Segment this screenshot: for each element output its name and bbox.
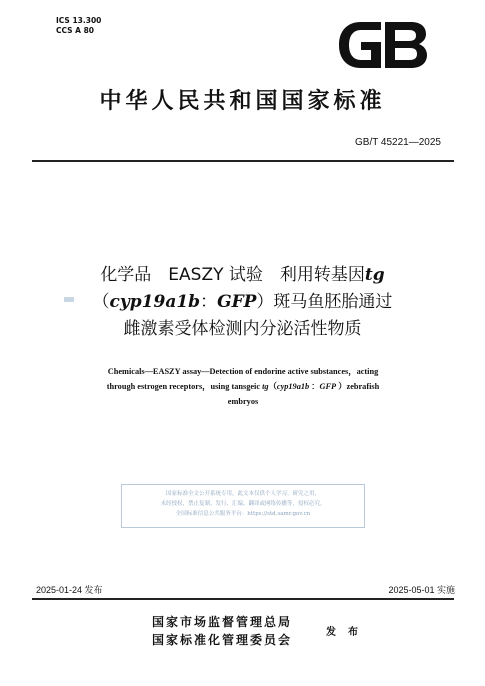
bottom-divider — [32, 598, 454, 600]
standard-title: 中华人民共和国国家标准 — [99, 89, 386, 114]
cn-title-line3: 雌激素受体检测内分泌活性物质 — [123, 319, 362, 339]
cn-title-line1: 化学品 EASZY 试验 利用转基因tg — [100, 265, 385, 285]
issuer-samr: 国家市场监督管理总局 — [152, 615, 293, 629]
en-title-line1: Chemicals—EASZY assay—Detection of endorine active substances，acting — [107, 367, 379, 376]
release-label: 发 布 — [326, 627, 359, 638]
usage-notice — [121, 484, 365, 528]
cn-title-line2: （cyp19a1b：GFP）斑马鱼胚胎通过 — [92, 292, 393, 312]
en-title-line3: embryos — [227, 397, 259, 406]
gb-logo — [337, 20, 429, 70]
issue-date: 2025-01-24 发布 — [36, 585, 103, 595]
gb-logo-text: GB — [383, 48, 385, 49]
notice-line2: 未经授权，禁止复制、发行、汇编、翻译或网络传播等，侵权必究。 — [160, 501, 326, 507]
ics-code: ICS 13.300 — [56, 16, 102, 25]
implement-date: 2025-05-01 实施 — [388, 585, 455, 595]
en-title-line2: through estrogen receptors，using tansgeic tg（cyp19a1b ：GFP ）zebrafish — [106, 382, 380, 391]
ccs-code: CCS A 80 — [56, 26, 95, 35]
issuer-sac: 国家标准化管理委员会 — [152, 633, 293, 647]
notice-line1: 国家标准全文公开系统专用，此文本仅供个人学习、研究之用， — [165, 491, 320, 497]
top-divider — [32, 160, 454, 162]
notice-line3: 全国标准信息公共服务平台：https://std.samr.gov.cn — [175, 511, 311, 517]
standard-number: GB/T 45221—2025 — [355, 137, 441, 148]
ics-ccs-codes — [56, 16, 101, 36]
